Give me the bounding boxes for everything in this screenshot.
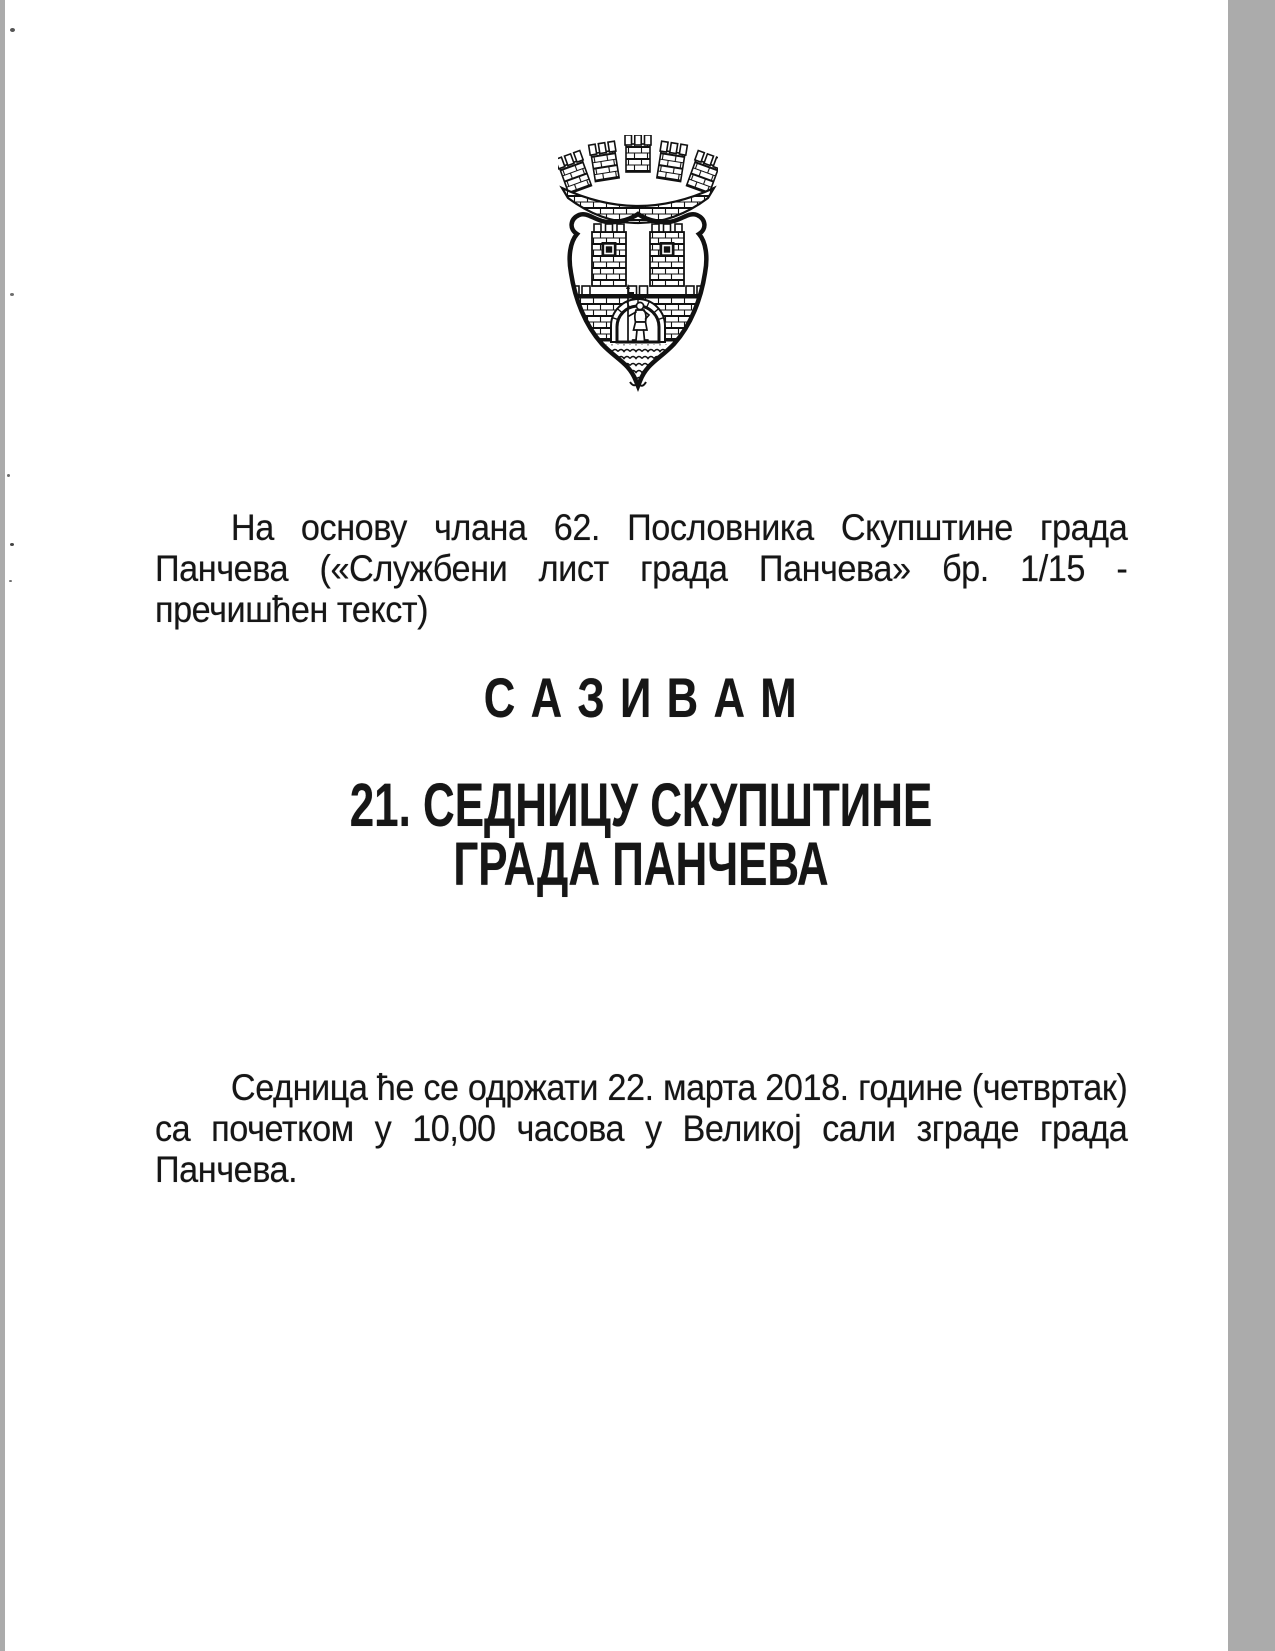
intro-paragraph: На основу члана 62. Пословника Скупштине града Панчева («Службени лист града Панчева» бр. 1/15 - пречишћен текст) <box>155 507 1128 630</box>
session-heading <box>291 771 991 898</box>
scan-speck <box>10 28 15 32</box>
tower-left-icon <box>592 224 626 286</box>
river-waves-icon <box>567 345 709 385</box>
scan-edge-left <box>0 0 5 1651</box>
convoke-heading: С А З И В А М <box>483 666 799 729</box>
session-details-paragraph: Седница ће се одржати 22. марта 2018. године (четвртак) са почетком у 10,00 часова у Великој сали зграде града Панчева. <box>155 1067 1128 1190</box>
tower-right-icon <box>650 224 684 286</box>
session-heading-line1: 21. СЕДНИЦУ СКУПШТИНЕ <box>349 771 933 839</box>
shield-field <box>567 224 709 385</box>
scan-speck <box>7 474 10 477</box>
scan-speck <box>10 543 14 546</box>
scan-speck <box>10 293 14 296</box>
session-heading-line2: ГРАДА ПАНЧЕВА <box>453 830 829 898</box>
mural-crown-icon <box>558 135 718 223</box>
pancevo-coat-of-arms-icon <box>558 135 718 393</box>
scan-speck <box>9 580 12 582</box>
scan-edge-right <box>1228 0 1275 1651</box>
